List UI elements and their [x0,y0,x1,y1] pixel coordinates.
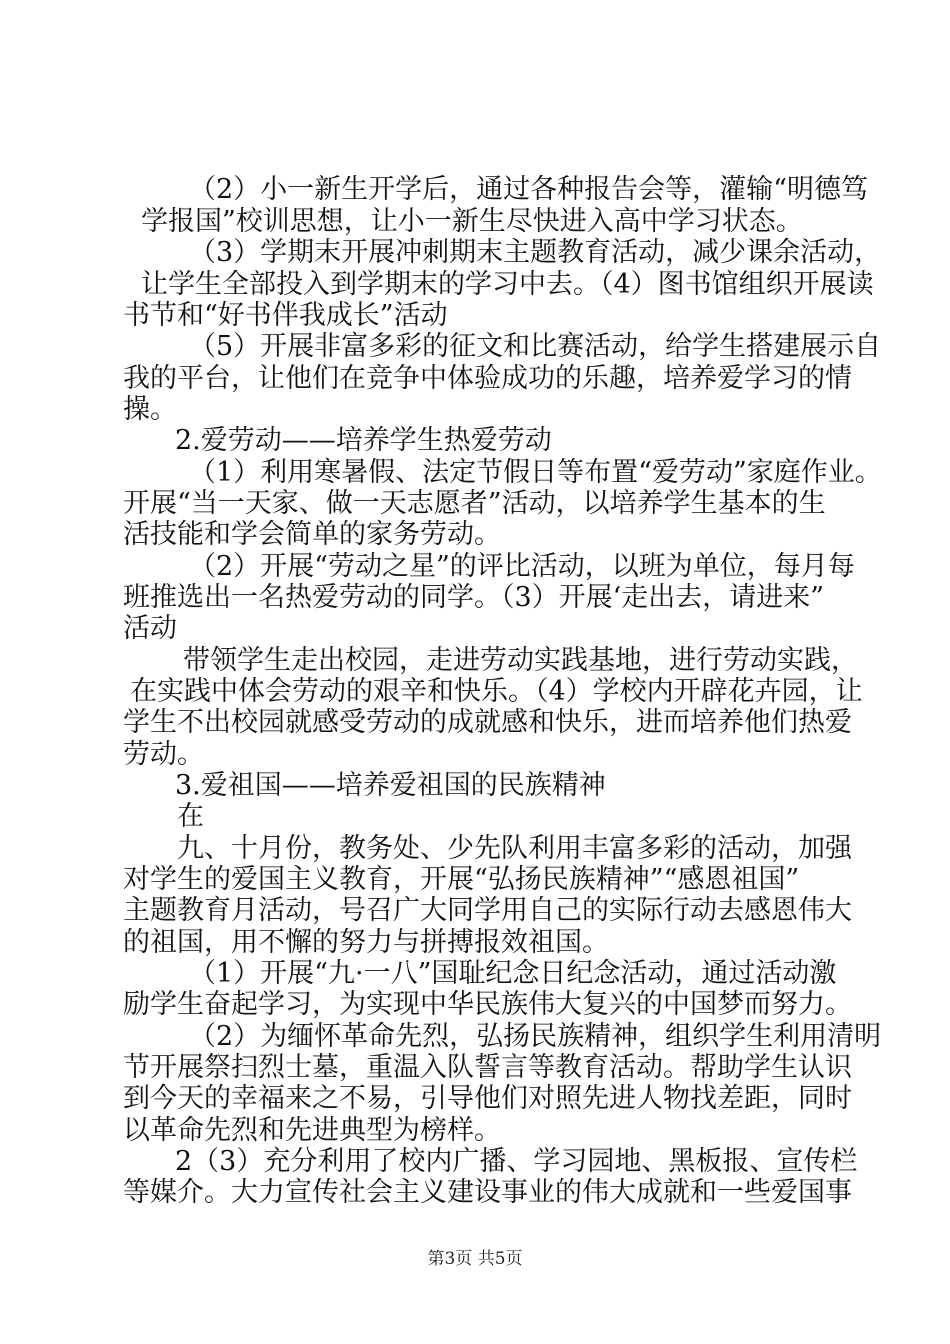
text-line: 操。 [123,394,177,425]
section-heading: 3.爱祖国——培养爱祖国的民族精神 [175,770,606,801]
text-line: 劳动。 [123,739,204,770]
text-line: 在实践中体会劳动的艰辛和快乐。（4）学校内开辟花卉园，让 [130,676,863,707]
text-line: 学生不出校园就感受劳动的成就感和快乐，进而培养他们热爱 [123,707,852,738]
text-line: 2（3）充分利用了校内广播、学习园地、黑板报、宣传栏 [175,1146,858,1177]
text-line: 书节和“好书伴我成长”活动 [123,300,448,331]
text-line: （3）学期末开展冲刺期末主题教育活动，减少课余活动， [189,237,882,268]
text-line: （2）开展“劳动之星”的评比活动，以班为单位，每月每 [189,551,855,582]
text-line: （1）开展“九·一八”国耻纪念日纪念活动，通过活动激 [189,958,837,989]
text-line: 让学生全部投入到学期末的学习中去。（4）图书馆组织开展读 [141,269,874,300]
text-line: 的祖国，用不懈的努力与拼搏报效祖国。 [123,927,609,958]
text-line: （2）小一新生开学后，通过各种报告会等，灌输“明德笃 [189,174,868,205]
text-line: 我的平台，让他们在竞争中体验成功的乐趣，培养爱学习的情 [123,363,852,394]
text-line: 活技能和学会简单的家务劳动。 [123,519,501,550]
text-line: 在 [177,801,204,832]
text-line: 学报国”校训思想，让小一新生尽快进入高中学习状态。 [141,206,803,237]
text-line: 班推选出一名热爱劳动的同学。（3）开展‘走出去，请进来” [123,582,825,613]
page-footer: 第3页 共5页 [427,1249,523,1269]
text-line: 九、十月份，教务处、少先队利用丰富多彩的活动，加强 [177,833,852,864]
text-line: 以革命先烈和先进典型为榜样。 [123,1115,501,1146]
text-line: 节开展祭扫烈士墓，重温入队誓言等教育活动。帮助学生认识 [123,1052,852,1083]
section-heading: 2.爱劳动——培养学生热爱劳动 [175,425,552,456]
text-line: 活动 [123,613,177,644]
text-line: （2）为缅怀革命先烈，弘扬民族精神，组织学生利用清明 [189,1021,882,1052]
text-line: 励学生奋起学习，为实现中华民族伟大复兴的中国梦而努力。 [123,989,852,1020]
text-line: 等媒介。大力宣传社会主义建设事业的伟大成就和一些爱国事 [123,1177,852,1208]
text-line: 开展“当一天家、做一天志愿者”活动，以培养学生基本的生 [123,488,826,519]
text-line: （1）利用寒暑假、法定节假日等布置“爱劳动”家庭作业。 [189,457,882,488]
text-line: 带领学生走出校园，走进劳动实践基地，进行劳动实践， [183,645,858,676]
text-line: 对学生的爱国主义教育，开展“弘扬民族精神”“感恩祖国” [123,864,800,895]
text-line: 主题教育月活动，号召广大同学用自己的实际行动去感恩伟大 [123,895,852,926]
text-line: （5）开展非富多彩的征文和比赛活动，给学生搭建展示自 [189,331,882,362]
text-line: 到今天的幸福来之不易，引导他们对照先进人物找差距，同时 [123,1083,852,1114]
